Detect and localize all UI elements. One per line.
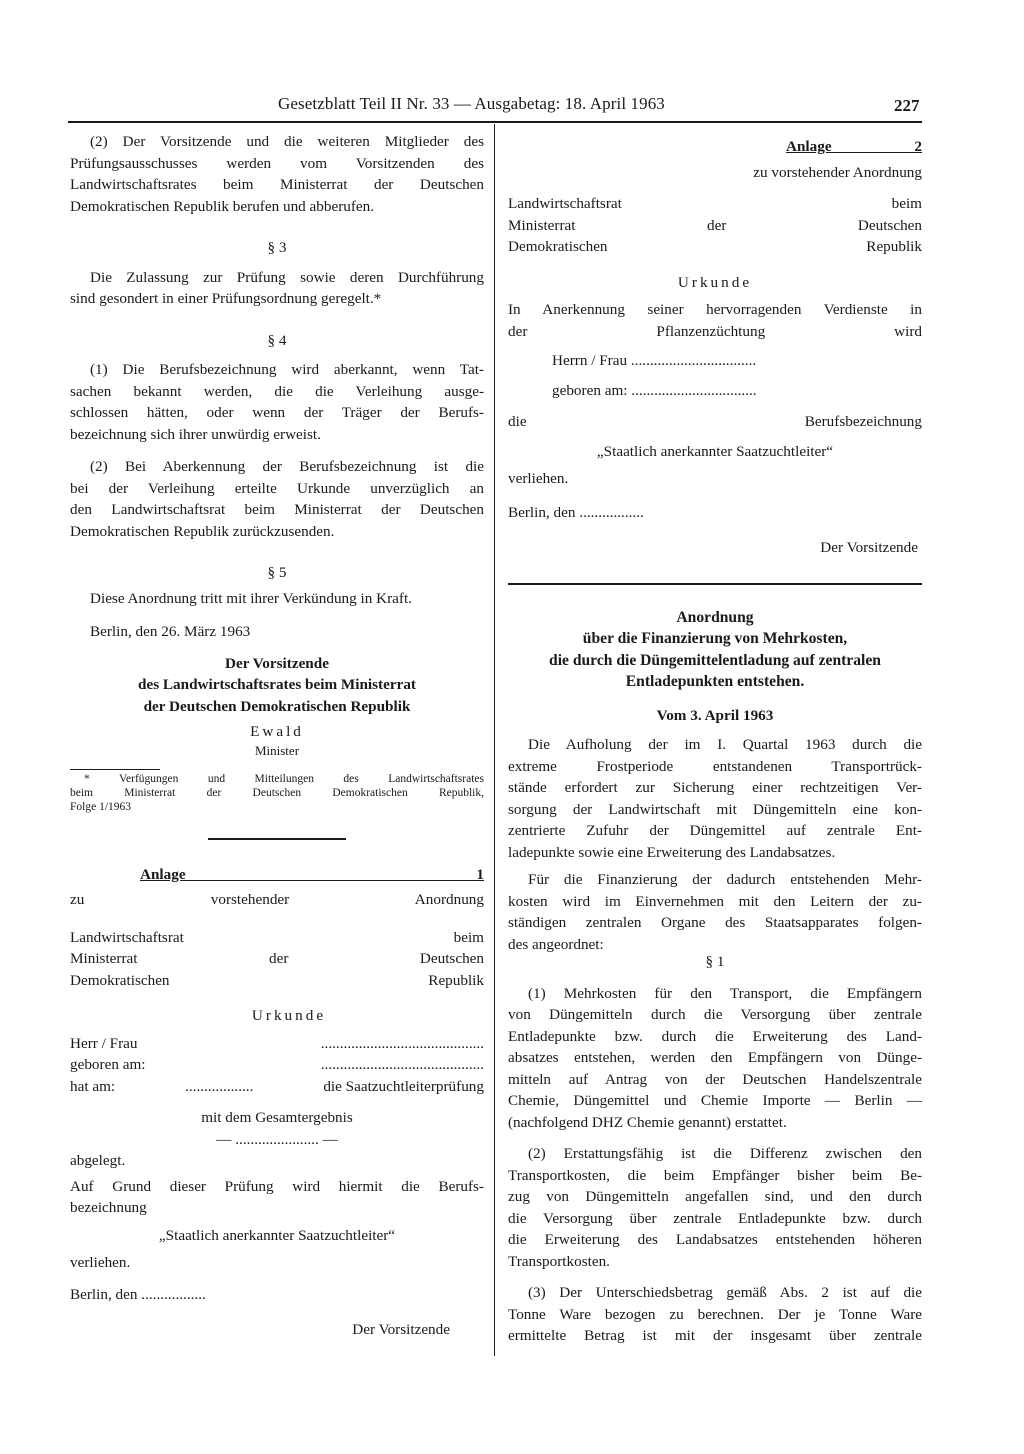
geboren-label: geboren am:	[552, 381, 628, 399]
issuer-line: Landwirtschaftsrat beim	[508, 195, 922, 212]
text-line: absatzes entstehen, werden den Empfängern von Dünge-	[508, 1049, 922, 1066]
text-line: von Düngemitteln durch die Versorgung über zentrale	[508, 1006, 922, 1023]
text-line: bei der Verleihung erteilte Urkunde unverzüglich an	[70, 479, 484, 497]
urkunde-heading: Urkunde	[251, 1007, 327, 1024]
footnote-rule	[70, 769, 160, 770]
herrn-frau-label: Herrn / Frau	[552, 352, 628, 369]
text-line: In Anerkennung seiner hervorragenden Verdienste in	[508, 301, 922, 318]
text-line: mitteln auf Antrag von der Deutschen Handelszentrale	[508, 1070, 922, 1088]
text-line: stände erfordert zur Sicherung einer rechtzeitigen Ver-	[508, 779, 922, 796]
berlin-date-line	[70, 1284, 484, 1306]
text-line: Die Aufholung der im I. Quartal 1963 durch die	[528, 736, 922, 753]
issuer-line: Ministerrat der Deutschen	[70, 950, 484, 967]
text-line: zentrierte Zufuhr der Düngemittel auf zentrale Ent-	[508, 822, 922, 839]
text-line: ständigen zentralen Organe des Staatsapparates folgen-	[508, 914, 922, 931]
dotted-fill: .................	[141, 1285, 206, 1303]
text-line: Für die Finanzierung der dadurch entstehenden Mehr-	[528, 871, 922, 888]
section-4-heading: § 4	[267, 331, 287, 349]
footnote-line: * Verfügungen und Mitteilungen des Landwirtschaftsrates	[84, 772, 484, 785]
vorsitzende-line: Der Vorsitzende	[820, 539, 918, 556]
signer-line: des Landwirtschaftsrates beim Ministerrat	[138, 676, 416, 693]
issuer-line: Demokratischen Republik	[70, 971, 484, 989]
urkunde-heading: Urkunde	[677, 273, 753, 291]
signer-line: Der Vorsitzende	[225, 654, 329, 672]
signer-line: der Deutschen Demokratischen Republik	[143, 697, 411, 715]
signer-name: Ewald	[250, 723, 304, 740]
dotted-fill: .................	[579, 503, 644, 521]
geboren-label: geboren am:	[70, 1056, 146, 1073]
section-4-paragraph-2	[70, 456, 484, 542]
text-line: der Pflanzenzüchtung wird	[508, 322, 922, 340]
gesamtergebnis-line: mit dem Gesamtergebnis	[201, 1109, 353, 1126]
hat-am-line	[70, 1076, 484, 1098]
text-line: die Versorgung über zentrale Entladepunkte bzw. durch	[508, 1209, 922, 1227]
text-line: kosten wird im Einvernehmen mit den Leitern der zu-	[508, 892, 922, 910]
anlage-1-title: Anlage 1	[140, 865, 484, 883]
section-3-text	[70, 267, 484, 310]
section-1-paragraph-3	[508, 1282, 922, 1347]
berufsbezeichnung-line: die Berufsbezeichnung	[508, 413, 922, 430]
section-3-heading: § 3	[267, 239, 287, 256]
exam-name: die Saatzuchtleiterprüfung	[323, 1077, 484, 1095]
column-divider	[494, 124, 495, 1356]
text-line: die Erweiterung des Landabsatzes entstehenden höheren	[508, 1231, 922, 1248]
anordnung	[508, 607, 922, 1347]
verliehen-line: verliehen.	[70, 1254, 131, 1271]
paragraph-2-members	[70, 131, 484, 217]
intro-paragraph-2	[508, 869, 922, 955]
verliehen-line: verliehen.	[508, 470, 569, 487]
footnote-line: Folge 1/1963	[70, 800, 132, 813]
anlage-2-subtitle: zu vorstehender Anordnung	[753, 163, 922, 181]
right-column	[508, 136, 922, 1347]
berlin-label: Berlin, den	[508, 503, 576, 521]
section-5-heading: § 5	[267, 564, 287, 581]
text-line: (2) Der Vorsitzende und die weiteren Mitglieder des	[90, 133, 484, 150]
dotted-fill: .................................	[631, 381, 757, 399]
signer-title: Minister	[254, 742, 300, 758]
text-line: ladepunkte sowie eine Erweiterung des Landabsatzes.	[508, 843, 836, 861]
anlage-2-title: Anlage 2	[786, 138, 922, 155]
text-line: bezeichnung sich ihrer unwürdig erweist.	[70, 425, 321, 443]
header-rule	[68, 121, 922, 123]
dotted-fill: .................................	[630, 352, 757, 369]
section-1-paragraph-1	[508, 983, 922, 1134]
result-blank-line: — ...................... —	[216, 1130, 338, 1148]
title-quote: „Staatlich anerkannter Saatzuchtleiter“	[596, 442, 834, 460]
anordnung-title	[508, 607, 922, 693]
issuer-line: Landwirtschaftsrat beim	[70, 928, 484, 946]
dotted-fill: ...........................................	[320, 1034, 484, 1052]
left-column	[70, 131, 484, 1341]
anordnung-date: Vom 3. April 1963	[656, 706, 774, 724]
vorsitzende-line: Der Vorsitzende	[352, 1321, 450, 1338]
signature-block	[70, 653, 484, 759]
text-line: sachen bekannt werden, die die Verleihung ausge-	[70, 382, 484, 400]
section-1-paragraph-2	[508, 1143, 922, 1272]
text-line: (1) Mehrkosten für den Transport, die Empfängern	[528, 984, 922, 1002]
text-line: extreme Frostperiode entstandenen Transportrück-	[508, 757, 922, 775]
section-5-text: Diese Anordnung tritt mit ihrer Verkündung in Kraft.	[90, 589, 412, 607]
text-line: Die Zulassung zur Prüfung sowie deren Durchführung	[90, 268, 484, 286]
title-quote: „Staatlich anerkannter Saatzuchtleiter“	[158, 1226, 396, 1244]
text-line: Transportkosten.	[508, 1252, 610, 1270]
title-line: über die Finanzierung von Mehrkosten,	[582, 630, 848, 647]
dotted-fill: ...........................................	[320, 1056, 484, 1073]
anlage-1	[70, 864, 484, 1341]
footnote	[70, 772, 484, 814]
text-line: schlossen hätten, oder wenn der Träger der Berufs-	[70, 404, 484, 421]
herrn-frau-line	[508, 350, 922, 372]
berlin-date-line	[508, 502, 922, 524]
date-line: Berlin, den 26. März 1963	[90, 623, 251, 640]
hat-am-label: hat am:	[70, 1077, 116, 1095]
text-line: (1) Die Berufsbezeichnung wird aberkannt, wenn Tat-	[90, 361, 484, 378]
text-line: Auf Grund dieser Prüfung wird hiermit die Berufs-	[70, 1177, 484, 1195]
text-line: (2) Erstattungsfähig ist die Differenz zwischen den	[528, 1145, 922, 1162]
anlage-1-subtitle: zu vorstehender Anordnung	[70, 891, 484, 908]
berlin-label: Berlin, den	[70, 1285, 138, 1303]
text-line: Demokratischen Republik berufen und abberufen.	[70, 197, 375, 215]
issuer-line: Ministerrat der Deutschen	[508, 216, 922, 234]
dotted-fill: ..................	[185, 1077, 254, 1095]
text-line: zug von Düngemitteln angefallen sind, und den durch	[508, 1188, 922, 1205]
text-line: (3) Der Unterschiedsbetrag gemäß Abs. 2 ist auf die	[528, 1284, 922, 1301]
text-line: (2) Bei Aberkennung der Berufsbezeichnung ist die	[90, 458, 484, 475]
text-line: Entladepunkte bzw. durch die Erweiterung des Land-	[508, 1027, 922, 1045]
text-line: Demokratischen Republik zurückzusenden.	[70, 522, 335, 540]
footnote-line: beim Ministerrat der Deutschen Demokratischen Republik,	[70, 786, 484, 799]
text-line: Chemie, Düngemittel und Chemie Importe — Berlin —	[508, 1092, 922, 1109]
page-header-title: Gesetzblatt Teil II Nr. 33 — Ausgabetag: 18. April 1963	[278, 94, 665, 113]
page-number: 227	[894, 96, 920, 115]
section-1-heading: § 1	[705, 953, 725, 970]
title-line: Anordnung	[676, 608, 754, 626]
text-line: den Landwirtschaftsrat beim Ministerrat der Deutschen	[70, 501, 484, 518]
herr-frau-line	[70, 1033, 484, 1055]
text-line: des angeordnet:	[508, 935, 604, 953]
text-line: Tonne Ware bezogen zu berechnen. Der je Tonne Ware	[508, 1305, 922, 1323]
herr-frau-label: Herr / Frau	[70, 1034, 138, 1052]
anlage-2	[508, 136, 922, 559]
text-line: ermittelte Betrag ist mit der insgesamt über zentrale	[508, 1327, 922, 1344]
intro-paragraph-1	[508, 734, 922, 863]
title-line: Entladepunkten entstehen.	[625, 673, 805, 690]
text-line: sind gesondert in einer Prüfungsordnung geregelt.*	[70, 290, 382, 307]
section-4-paragraph-1	[70, 359, 484, 445]
text-line: Transportkosten, die beim Empfänger bisher beim Be-	[508, 1166, 922, 1184]
abgelegt-line: abgelegt.	[70, 1152, 126, 1169]
text-line: Landwirtschaftsrates beim Ministerrat der Deutschen	[70, 176, 484, 193]
text-line: sorgung der Landwirtschaft mit Düngemitteln eine kon-	[508, 800, 922, 818]
text-line: Prüfungsausschusses werden vom Vorsitzenden des	[70, 154, 484, 172]
geboren-line	[70, 1054, 484, 1076]
geboren-line	[508, 380, 922, 402]
text-line: (nachfolgend DHZ Chemie genannt) erstattet.	[508, 1113, 787, 1131]
title-line: die durch die Düngemittelentladung auf zentralen	[549, 651, 881, 669]
text-line: bezeichnung	[70, 1199, 147, 1216]
issuer-line: Demokratischen Republik	[508, 238, 922, 255]
